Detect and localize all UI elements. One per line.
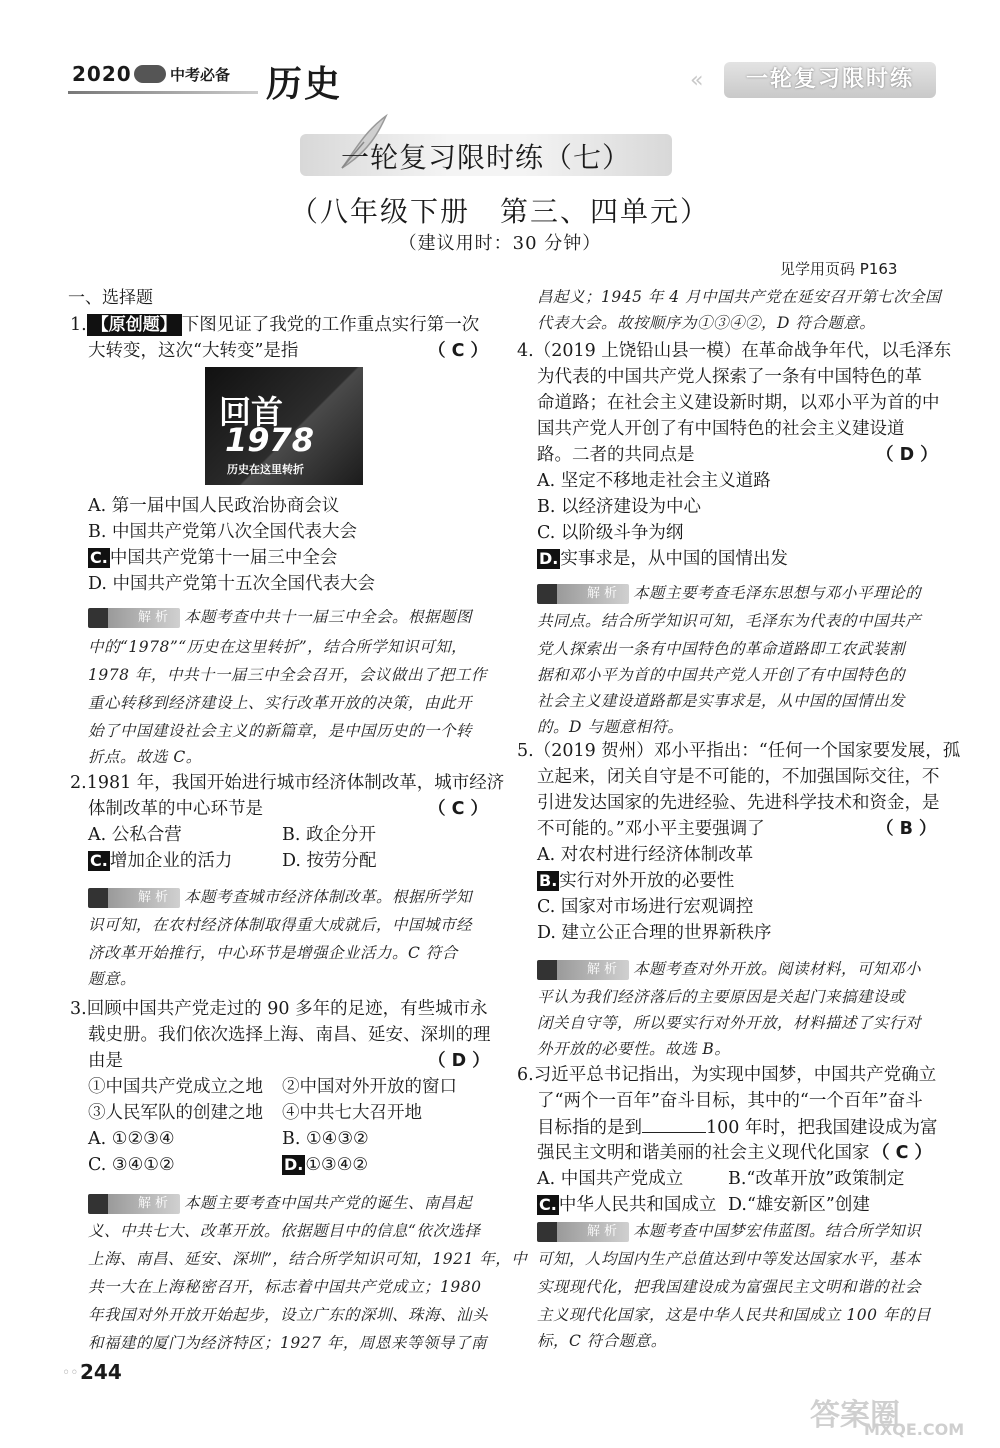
explanation-label: 解析 [537,584,629,604]
q4-option-a: A. 坚定不移地走社会主义道路 [537,471,771,491]
q6-blank [642,1114,706,1133]
q3-option-a: A. ①②③④ [88,1129,175,1149]
q5-explanation-line3: 闭关自守等，所以要实行对外开放，材料描述了实行对 [537,1014,922,1032]
q2-answer: （ C ） [428,799,489,819]
q4-stem-line1 [517,338,951,364]
q3-option-b: B. ①④③② [282,1129,369,1149]
q3-item-3: ③人民军队的创建之地 [88,1103,263,1123]
explanation-label: 解析 [88,888,180,908]
q5-answer: （ B ） [876,819,937,839]
page-title: 一轮复习限时练（七） [340,141,631,174]
page-number-ornament: ◦◦ [62,1365,79,1381]
q2-option-b: B. 政企分开 [282,825,376,845]
header-exam-label: 中考必备 [170,66,231,84]
q6-explanation-line1 [537,1218,921,1244]
q1-option-c [88,545,337,571]
q6-stem-line1 [517,1062,936,1088]
q5-option-b-letter: B. [539,871,558,890]
q4-stem-line4: 国共产党人开创了有中国特色的社会主义建设道 [537,419,905,439]
q2-stem-line1 [70,770,504,796]
q4-answer: （ D ） [876,445,938,465]
q1-option-a: A. 第一届中国人民政治协商会议 [88,496,340,516]
photo-text-huishou: 回首 [219,393,284,431]
q6-answer: （ C ） [872,1143,933,1163]
suggested-time: （建议用时：30 分钟） [398,233,602,254]
q6-explanation-line2: 可知，人均国内生产总值达到中等发达国家水平，基本 [537,1250,922,1268]
q3-explanation-line3: 上海、南昌、延安、深圳”，结合所学知识可知，1921 年，中 [88,1250,528,1268]
explanation-label: 解析 [88,1194,180,1214]
q3-option-c: C. ③④①② [88,1155,175,1175]
q2-option-c-text: 增加企业的活力 [109,851,233,871]
photo-1978 [205,367,363,485]
q6-stem-line3 [537,1114,937,1141]
q6-explanation-line4: 主义现代化国家，这是中华人民共和国成立 100 年的目 [537,1306,931,1324]
q3-text: 回顾中国共产党走过的 90 多年的足迹，有些城市永 [86,999,488,1019]
q2-option-d: D. 按劳分配 [282,851,377,871]
page-subtitle: （八年级下册 第三、四单元） [289,195,710,228]
q4-text: （2019 上饶铅山县一模）在革命战争年代，以毛泽东 [533,341,952,361]
q3-explanation-line5: 年我国对外开放开始起步，设立广东的深圳、珠海、汕头 [88,1306,489,1324]
q3-answer: （ D ） [428,1051,490,1071]
watermark-logo: 答案圈 [810,1398,900,1433]
q5-stem-line2: 立起来，闭关自守是不可能的，不加强国际交往，不 [537,767,940,787]
header-subject: 历史 [266,64,343,105]
q3-option-d-text: ①③④② [305,1155,369,1175]
q6-option-c [537,1192,716,1218]
q5-text: （2019 贺州）邓小平指出：“任何一个国家要发展，孤 [533,741,961,761]
header-section-tag: 一轮复习限时练 [724,62,936,98]
q2-explanation-line1 [88,884,472,910]
q5-stem-line1 [517,738,960,764]
q1-explanation-line3: 1978 年，中共十一届三中全会召开，会议做出了把工作 [88,666,487,684]
q3-number: 3. [70,999,87,1019]
q6-option-b: B.“改革开放”政策制定 [728,1169,905,1189]
q6-option-c-text: 中华人民共和国成立 [558,1195,717,1215]
q3-explanation-line1 [88,1190,472,1216]
watermark-url: MXQE.COM [864,1420,965,1439]
q4-option-c: C. 以阶级斗争为纲 [537,523,684,543]
double-chevron-icon: « [690,68,704,93]
q3-exp-text-1: 本题主要考查中国共产党的诞生、南昌起 [184,1194,473,1212]
header-year: 2020 [72,62,132,86]
q3-option-d [282,1152,368,1178]
q1-option-c-text: 中国共产党第十一届三中全会 [109,548,338,568]
photo-caption: 历史在这里转折 [227,463,304,476]
q6-exp-text-1: 本题考查中国梦宏伟蓝图。结合所学知识 [633,1222,922,1240]
q4-option-b: B. 以经济建设为中心 [537,497,701,517]
q5-explanation-line1 [537,956,921,982]
q6-stem-line2: 了“两个一百年”奋斗目标，其中的“一个百年”奋斗 [537,1091,923,1111]
q4-option-d [537,546,788,572]
q5-option-c: C. 国家对市场进行宏观调控 [537,897,754,917]
q5-option-a: A. 对农村进行经济体制改革 [537,845,754,865]
q6-option-d: D.“雄安新区”创建 [728,1195,870,1215]
q6-text-3b: 100 年时，把我国建设成为富 [706,1118,938,1138]
q1-exp-text-1: 本题考查中共十一届三中全会。根据题图 [184,608,473,626]
q1-explanation-line5: 始了中国建设社会主义的新篇章，是中国历史的一个转 [88,722,473,740]
q2-explanation-line3: 济改革开始推行，中心环节是增强企业活力。C 符合 [88,944,458,962]
explanation-label: 解析 [537,960,629,980]
q3-stem-line3: 由是 [88,1051,123,1071]
q5-option-b-text: 实行对外开放的必要性 [559,871,735,891]
q4-explanation-line5: 社会主义建设道路都是实事求是，从中国的国情出发 [537,692,906,710]
q5-stem-line4: 不可能的。”邓小平主要强调了 [537,819,765,839]
q4-explanation-line1 [537,580,921,606]
q3-explanation-cont-line1: 昌起义；1945 年 4 月中国共产党在延安召开第七次全国 [537,288,942,306]
q5-number: 5. [517,741,534,761]
q1-explanation-line2: 中的“1978”“历史在这里转折”，结合所学知识可知， [88,638,468,656]
q5-stem-line3: 引进发达国家的先进经验、先进科学技术和资金，是 [537,793,940,813]
q5-option-d: D. 建立公正合理的世界新秩序 [537,923,772,943]
header-badge [134,65,166,83]
q4-explanation-line6: 的。D 与题意相符。 [537,718,684,736]
q2-stem-line2: 体制改革的中心环节是 [88,799,263,819]
q4-stem-line3: 命道路；在社会主义建设新时期，以邓小平为首的中 [537,393,940,413]
q4-stem-line5: 路。二者的共同点是 [537,445,695,465]
q4-explanation-line4: 据和邓小平为首的中国共产党人开创了有中国特色的 [537,666,906,684]
q1-explanation-line1 [88,604,472,630]
q5-exp-text-1: 本题考查对外开放。阅读材料，可知邓小 [633,960,922,978]
q5-explanation-line4: 外开放的必要性。故选 B。 [537,1040,731,1058]
q1-stem-line1 [70,312,479,338]
q2-option-c-letter: C. [90,851,108,870]
q4-explanation-line2: 共同点。结合所学知识可知，毛泽东为代表的中国共产 [537,612,922,630]
q1-option-d: D. 中国共产党第十五次全国代表大会 [88,574,376,594]
photo-text-year: 1978 [225,421,315,459]
q3-stem-line2: 载史册。我们依次选择上海、南昌、延安、深圳的理 [88,1025,491,1045]
q6-stem-line4: 强民主文明和谐美丽的社会主义现代化国家 [537,1143,870,1163]
q4-explanation-line3: 党人探索出一条有中国特色的革命道路即工农武装割 [537,640,906,658]
q3-item-1: ①中国共产党成立之地 [88,1077,263,1097]
q1-number: 1. [70,315,87,335]
q6-option-c-letter: C. [539,1195,557,1214]
q1-original-tag: 【原创题】 [87,314,182,336]
q4-option-d-letter: D. [539,549,559,568]
q4-stem-line2: 为代表的中国共产党人探索了一条有中国特色的革 [537,367,922,387]
page-reference: 见学用页码 P163 [780,260,898,278]
page-number: 244 [80,1360,122,1384]
q1-option-c-letter: C. [90,548,108,567]
q1-explanation-line6: 折点。故选 C。 [88,748,202,766]
q4-number: 4. [517,341,534,361]
q2-text: 1981 年，我国开始进行城市经济体制改革，城市经济 [86,773,505,793]
q4-option-d-text: 实事求是，从中国的国情出发 [560,549,788,569]
explanation-label: 解析 [88,608,180,628]
q2-option-c [88,848,232,874]
q3-item-4: ④中共七大召开地 [282,1103,422,1123]
q2-explanation-line4: 题意。 [88,970,137,988]
q3-explanation-line2: 义、中共七大、改革开放。依据题目中的信息“依次选择 [88,1222,481,1240]
q3-explanation-cont-line2: 代表大会。故按顺序为①③④②，D 符合题意。 [537,314,876,332]
q2-number: 2. [70,773,87,793]
q3-stem-line1 [70,996,488,1022]
q3-explanation-line6: 和福建的厦门为经济特区；1927 年，周恩来等领导了南 [88,1334,487,1352]
q1-explanation-line4: 重心转移到经济建设上、实行改革开放的决策，由此开 [88,694,473,712]
explanation-label: 解析 [537,1222,629,1242]
header-underline [68,91,258,94]
q1-option-b: B. 中国共产党第八次全国代表大会 [88,522,357,542]
q2-exp-text-1: 本题考查城市经济体制改革。根据所学知 [184,888,473,906]
q3-option-d-letter: D. [284,1155,304,1174]
q1-stem-line2: 大转变，这次“大转变”是指 [88,341,299,361]
q6-text: 习近平总书记指出，为实现中国梦，中国共产党确立 [533,1065,937,1085]
q6-number: 6. [517,1065,534,1085]
q5-option-b [537,868,734,894]
q1-text: 下图见证了我党的工作重点实行第一次 [181,315,480,335]
q6-explanation-line5: 标，C 符合题意。 [537,1332,667,1350]
q1-answer: （ C ） [428,341,489,361]
q6-explanation-line3: 实现现代化，把我国建设成为富强民主文明和谐的社会 [537,1278,922,1296]
q4-exp-text-1: 本题主要考查毛泽东思想与邓小平理论的 [633,584,922,602]
q3-explanation-line4: 共一大在上海秘密召开，标志着中国共产党成立；1980 [88,1278,482,1296]
q6-option-a: A. 中国共产党成立 [537,1169,684,1189]
section-title: 一、选择题 [68,288,153,308]
q5-explanation-line2: 平认为我们经济落后的主要原因是关起门来搞建设或 [537,988,906,1006]
q2-explanation-line2: 识可知，在农村经济体制取得重大成就后，中国城市经 [88,916,473,934]
q6-text-3a: 目标指的是到 [537,1118,642,1138]
q2-option-a: A. 公私合营 [88,825,182,845]
q3-item-2: ②中国对外开放的窗口 [282,1077,457,1097]
